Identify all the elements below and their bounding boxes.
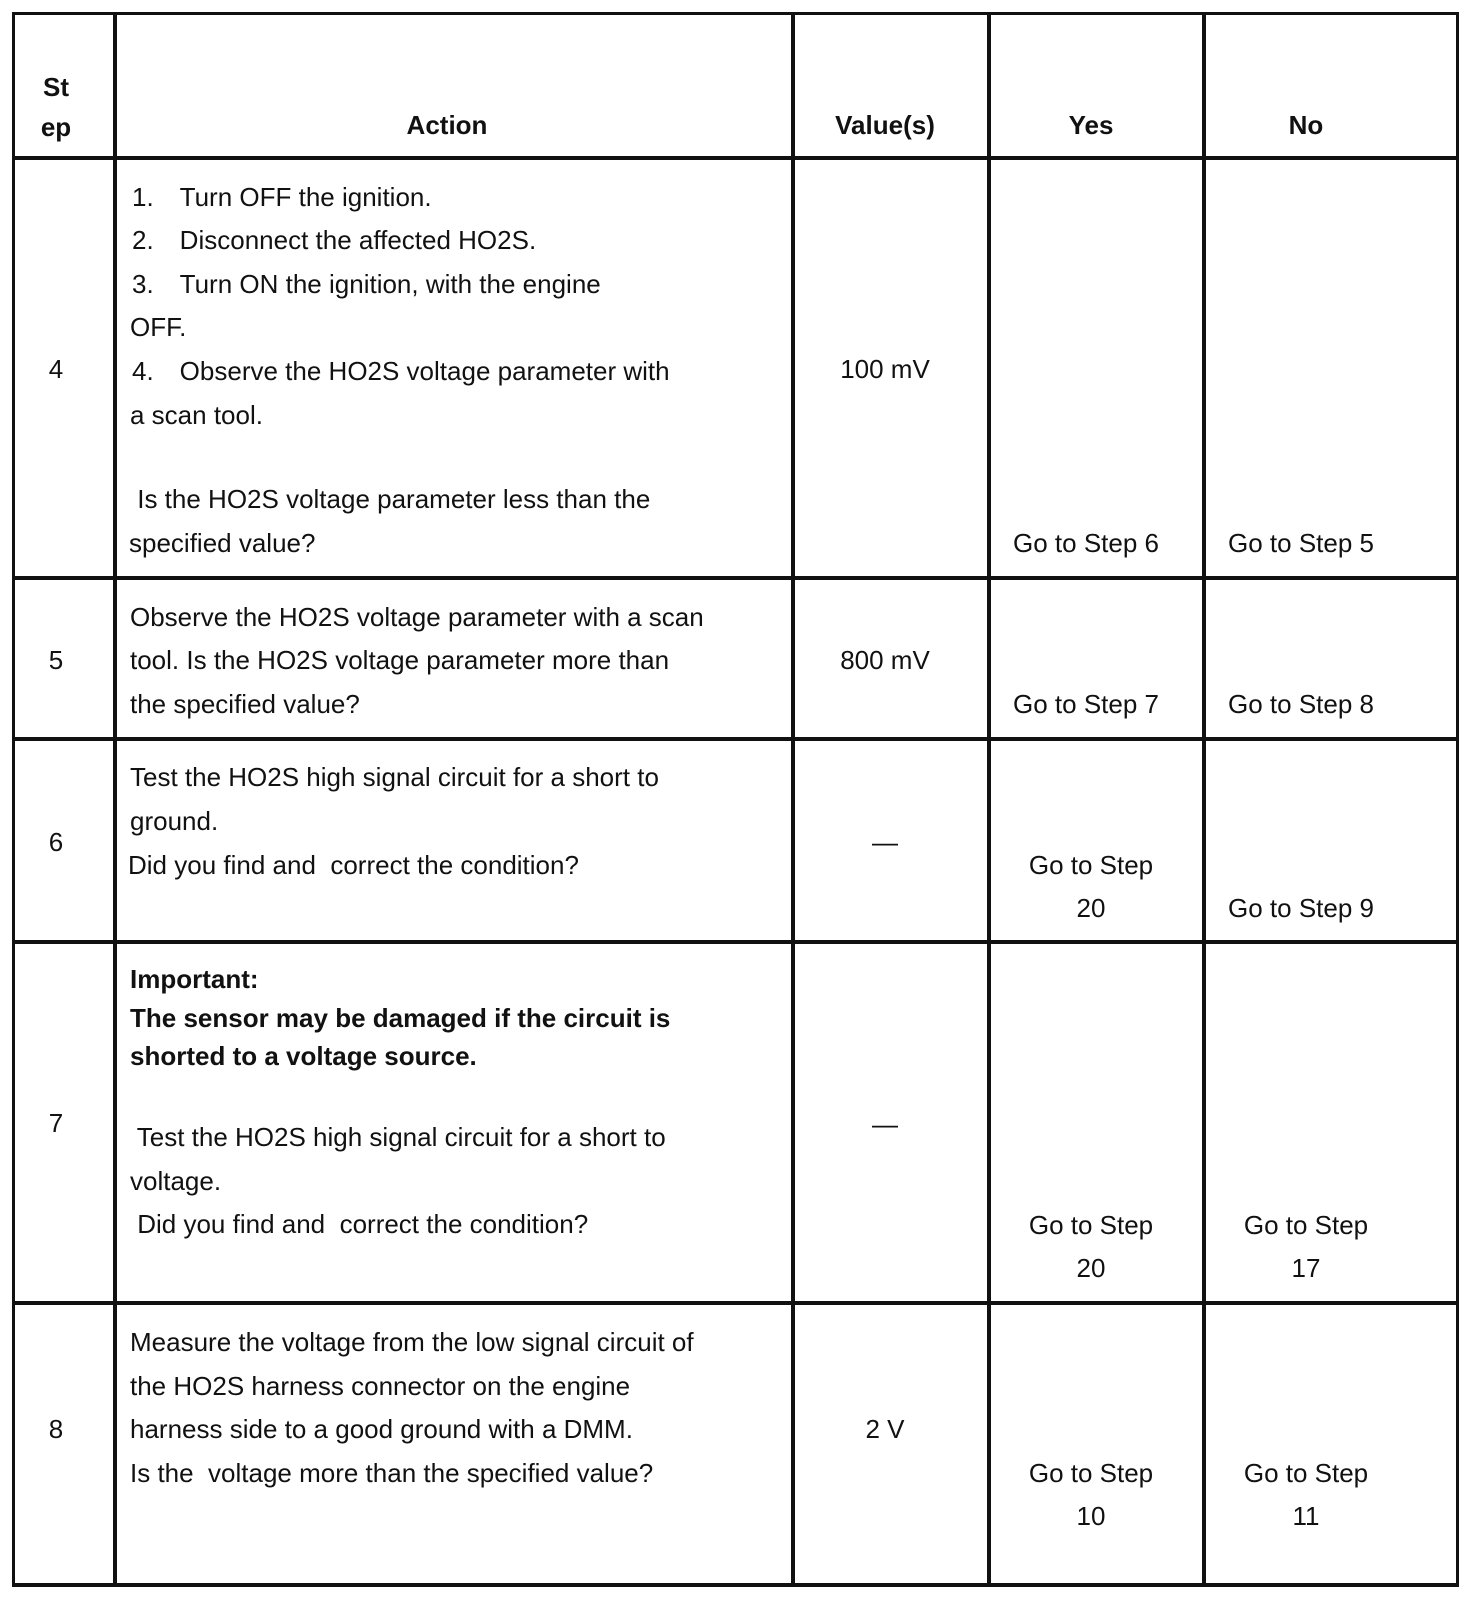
value-dash: — xyxy=(872,1109,898,1139)
important-note: The sensor may be damaged if the circuit is xyxy=(130,1003,671,1033)
action-text: the HO2S harness connector on the engine xyxy=(130,1371,631,1401)
header-step: ep xyxy=(40,112,72,142)
action-text: 3. Turn ON the ignition, with the engine xyxy=(132,269,601,299)
action-text: 4. Observe the HO2S voltage parameter with xyxy=(132,356,670,386)
row-divider xyxy=(15,1301,1456,1305)
column-divider xyxy=(791,15,795,1583)
diagnostic-table xyxy=(12,12,1459,1587)
yes-goto: Go to Step 6 xyxy=(1013,528,1159,558)
action-text: OFF. xyxy=(130,312,187,342)
yes-goto: Go to Step 7 xyxy=(1013,689,1159,719)
step-number: 6 xyxy=(48,827,64,857)
row-divider xyxy=(15,576,1456,580)
header-step: St xyxy=(43,72,69,102)
column-divider xyxy=(987,15,991,1583)
value-text: 800 mV xyxy=(840,645,930,675)
step-number: 7 xyxy=(48,1108,64,1138)
action-text: Observe the HO2S voltage parameter with a scan xyxy=(130,602,704,632)
header-action: Action xyxy=(406,110,488,140)
yes-goto: 20 xyxy=(1076,1253,1106,1283)
action-text: 2. Disconnect the affected HO2S. xyxy=(132,225,537,255)
action-text: voltage. xyxy=(130,1166,222,1196)
action-text: Test the HO2S high signal circuit for a short to xyxy=(130,1122,666,1152)
no-goto: Go to Step xyxy=(1243,1458,1369,1488)
yes-goto: Go to Step xyxy=(1028,1458,1154,1488)
action-text: Is the HO2S voltage parameter less than the xyxy=(130,484,651,514)
yes-goto: 10 xyxy=(1076,1501,1106,1531)
yes-goto: Go to Step xyxy=(1028,1210,1154,1240)
row-divider xyxy=(15,940,1456,944)
yes-goto: Go to Step xyxy=(1028,850,1154,880)
action-text: Did you find and correct the condition? xyxy=(130,1209,589,1239)
action-text: Did you find and correct the condition? xyxy=(128,850,579,880)
value-text: 100 mV xyxy=(840,354,930,384)
action-text: Is the voltage more than the specified value? xyxy=(130,1458,654,1488)
step-number: 5 xyxy=(48,645,64,675)
value-text: 2 V xyxy=(865,1414,905,1444)
no-goto: 11 xyxy=(1292,1501,1320,1531)
action-text: harness side to a good ground with a DMM. xyxy=(130,1414,633,1444)
action-text: Measure the voltage from the low signal circuit of xyxy=(130,1327,694,1357)
important-note: shorted to a voltage source. xyxy=(130,1041,477,1071)
column-divider xyxy=(113,15,117,1583)
action-text: the specified value? xyxy=(130,689,360,719)
action-text: a scan tool. xyxy=(130,400,263,430)
no-goto: Go to Step xyxy=(1243,1210,1369,1240)
header-values: Value(s) xyxy=(835,110,935,140)
no-goto: Go to Step 9 xyxy=(1228,893,1374,923)
action-text: specified value? xyxy=(129,528,316,558)
column-divider xyxy=(1202,15,1206,1583)
row-divider xyxy=(15,156,1456,160)
no-goto: 17 xyxy=(1291,1253,1321,1283)
action-text: tool. Is the HO2S voltage parameter more than xyxy=(130,645,670,675)
important-note: Important: xyxy=(130,964,259,994)
header-no: No xyxy=(1288,110,1324,140)
row-divider xyxy=(15,737,1456,741)
step-number: 4 xyxy=(48,354,64,384)
yes-goto: 20 xyxy=(1076,893,1106,923)
step-number: 8 xyxy=(48,1414,64,1444)
value-dash: — xyxy=(872,827,898,857)
no-goto: Go to Step 8 xyxy=(1228,689,1374,719)
header-yes: Yes xyxy=(1068,110,1114,140)
action-text: Test the HO2S high signal circuit for a short to xyxy=(130,762,659,792)
action-text: 1. Turn OFF the ignition. xyxy=(132,182,432,212)
no-goto: Go to Step 5 xyxy=(1228,528,1374,558)
action-text: ground. xyxy=(130,806,219,836)
